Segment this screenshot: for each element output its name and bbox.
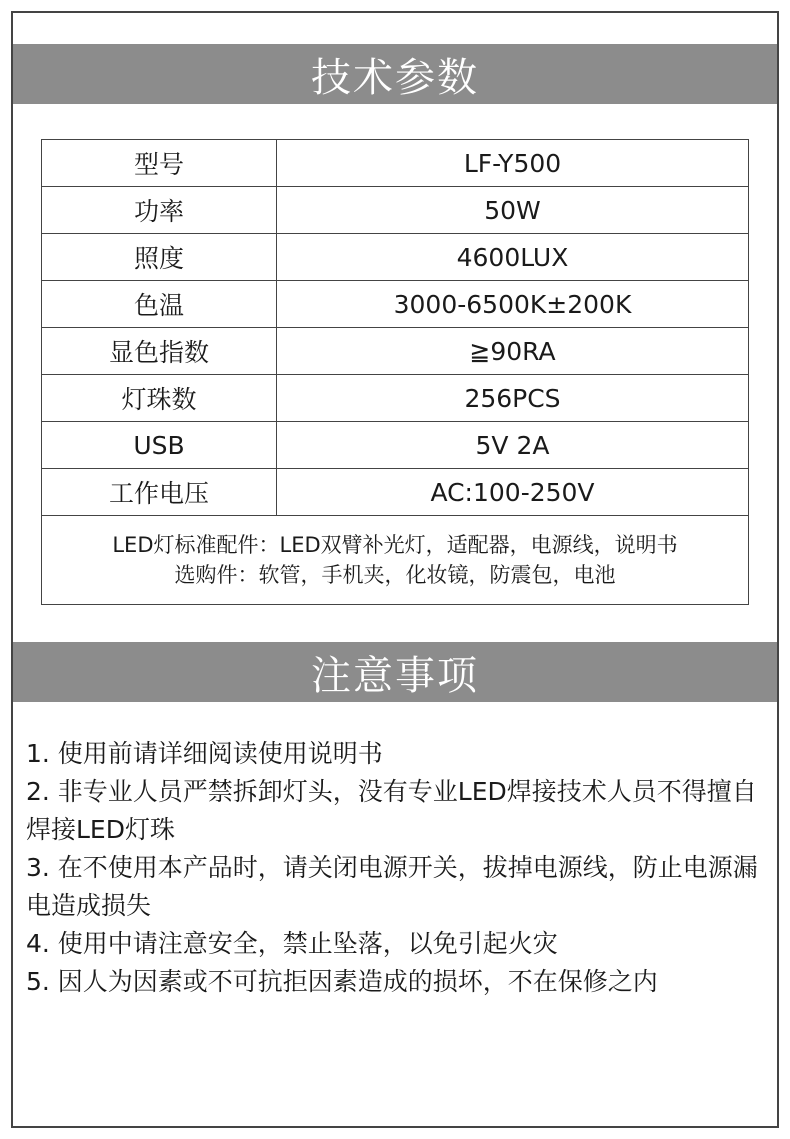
list-item: 2. 非专业人员严禁拆卸灯头，没有专业LED焊接技术人员不得擅自焊接LED灯珠 — [26, 777, 757, 844]
spec-value: 3000-6500K±200K — [277, 281, 749, 328]
spec-label: 功率 — [42, 187, 277, 234]
spec-label: USB — [42, 422, 277, 469]
spec-label: 色温 — [42, 281, 277, 328]
table-row — [42, 234, 749, 281]
spec-label: 型号 — [42, 140, 277, 187]
spec-value: AC:100-250V — [277, 469, 749, 516]
spec-label: 灯珠数 — [42, 375, 277, 422]
list-item: 1. 使用前请详细阅读使用说明书 — [26, 739, 383, 768]
spec-value: ≧90RA — [277, 328, 749, 375]
spec-label: 照度 — [42, 234, 277, 281]
table-row — [42, 187, 749, 234]
remark-row — [42, 516, 749, 605]
specs-section-title: 技术参数 — [13, 44, 777, 104]
list-item: 4. 使用中请注意安全，禁止坠落，以免引起火灾 — [26, 929, 558, 958]
list-item: 3. 在不使用本产品时，请关闭电源开关，拔掉电源线，防止电源漏电造成损失 — [26, 853, 758, 920]
table-row — [42, 469, 749, 516]
table-row — [42, 375, 749, 422]
spec-value: 256PCS — [277, 375, 749, 422]
optional-accessories: 选购件：软管，手机夹，化妆镜，防震包，电池 — [174, 563, 616, 587]
spec-label: 工作电压 — [42, 469, 277, 516]
spec-value: 4600LUX — [277, 234, 749, 281]
notes-list — [26, 735, 766, 1001]
spec-table — [41, 139, 749, 605]
spec-value: 5V 2A — [277, 422, 749, 469]
table-row — [42, 422, 749, 469]
spec-value: LF-Y500 — [277, 140, 749, 187]
notes-section-title: 注意事项 — [13, 642, 777, 702]
list-item: 5. 因人为因素或不可抗拒因素造成的损坏，不在保修之内 — [26, 967, 658, 996]
table-row — [42, 281, 749, 328]
accessories-remark — [42, 516, 749, 605]
standard-accessories: LED灯标准配件：LED双臂补光灯，适配器，电源线，说明书 — [112, 533, 678, 557]
spec-label: 显色指数 — [42, 328, 277, 375]
table-row — [42, 140, 749, 187]
page-frame — [11, 11, 779, 1128]
table-row — [42, 328, 749, 375]
spec-value: 50W — [277, 187, 749, 234]
